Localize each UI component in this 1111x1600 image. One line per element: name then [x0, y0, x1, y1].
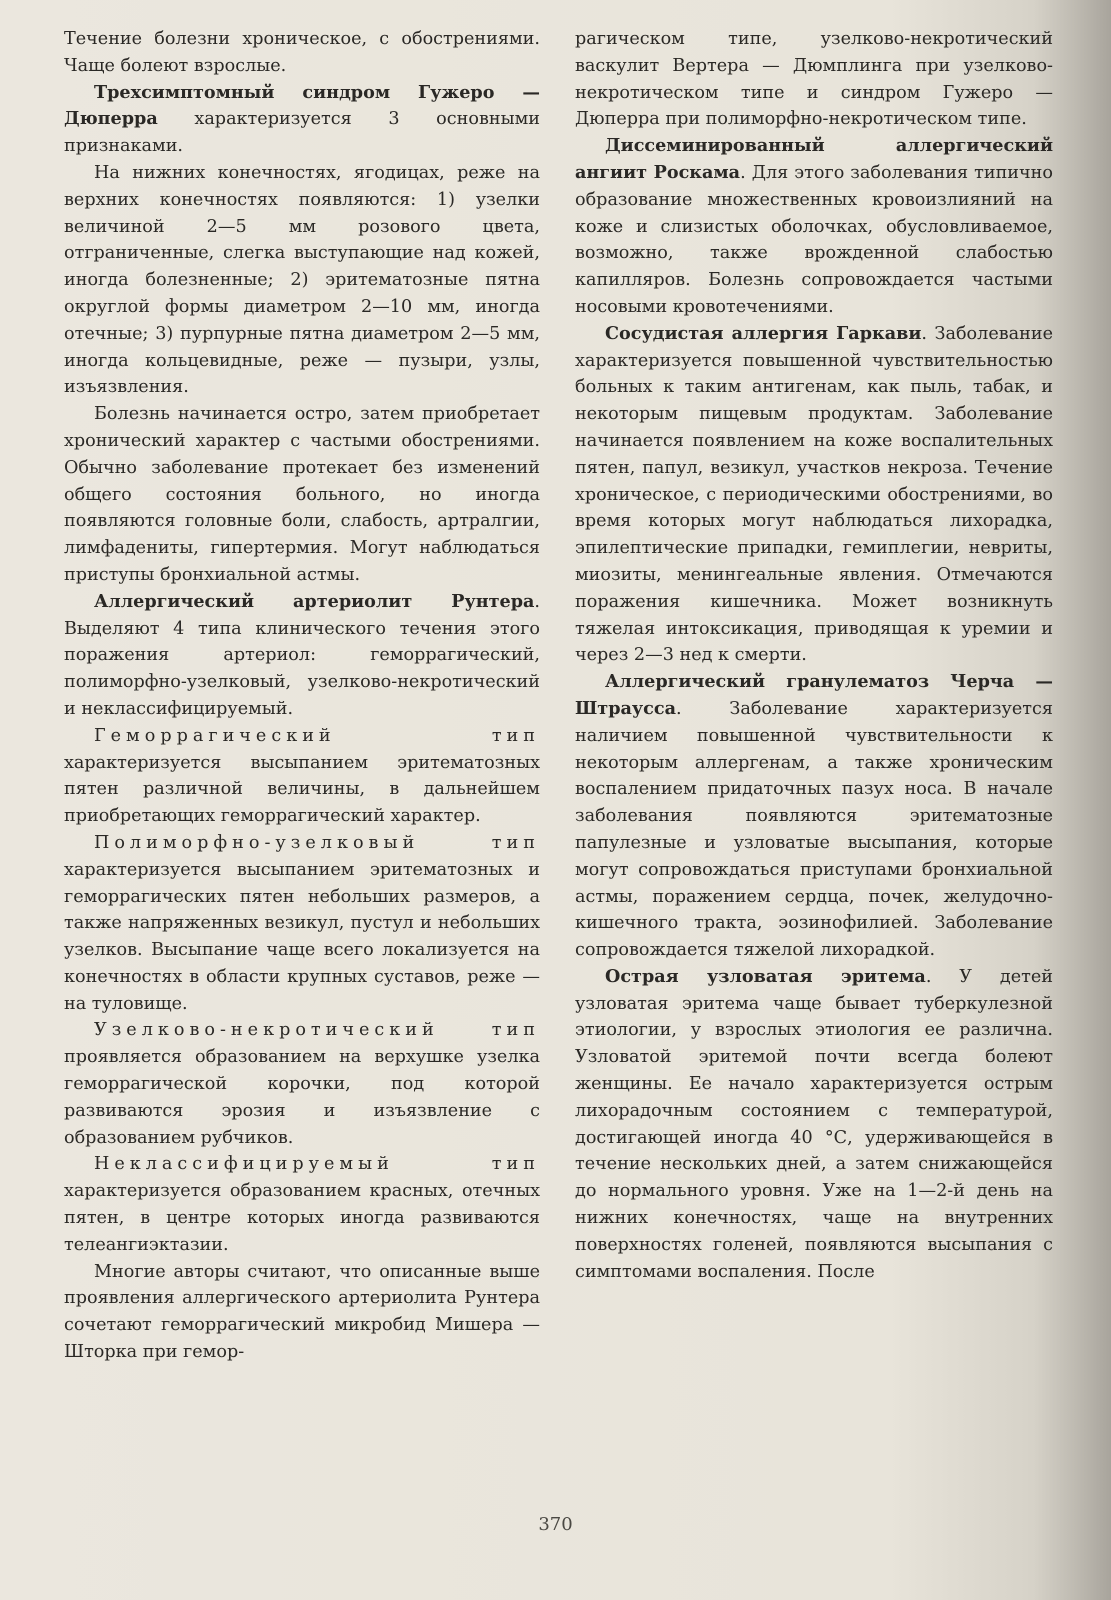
paragraph: На нижних конечностях, ягодицах, реже на верхних конечностях появляются: 1) узелки величиной 2—5 мм розового цвета, отграниченные, слегка выступающие над кожей, иногда болезненные; 2) эритематозные пятна округлой формы диаметром 2—10 мм, иногда отечные; 3) пурпурные пятна диаметром 2—5 мм, иногда кольцевидные, реже — пузыри, узлы, изъязвления. — [64, 162, 540, 398]
paragraph: Острая узловатая эритема. У детей узловатая эритема чаще бывает туберкулезной этиологии, у взрослых этиология ее различна. Узловатой эритемой почти всегда болеют женщины. Ее начало характеризуется острым лихорадочным состоянием с температурой, достигающей иногда 40 °С, удерживающейся в течение нескольких дней, а затем снижающейся до нормального уровня. Уже на 1—2-й день на нижних конечностях, чаще на внутренних поверхностях голеней, появляются высыпания с симптомами воспаления. После — [575, 965, 1053, 1282]
section-title: Острая узловатая эритема — [605, 965, 926, 987]
right-column — [575, 26, 1053, 1285]
paragraph: Многие авторы считают, что описанные выше проявления аллергического артериолита Рунтера сочетают геморрагический микробид Мишера — Шторка при гемор- — [64, 1261, 540, 1363]
paragraph: Геморрагический тип характеризуется высыпанием эритематозных пятен различной величины, в дальнейшем приобретающих геморрагический характер. — [64, 725, 540, 827]
paragraph: Трехсимптомный синдром Гужеро — Дюперра характеризуется 3 основными признаками. — [64, 81, 540, 157]
section-title: Сосудистая аллергия Гаркави — [605, 322, 922, 344]
paragraph: Аллергический артериолит Рунтера. Выделяют 4 типа клинического течения этого поражения артериол: геморрагический, полиморфно-узелковый, узелково-некротический и неклассифицируемый. — [64, 590, 540, 719]
section-title: Аллергический гранулематоз Черча — Штраусса — [575, 671, 1053, 719]
section-title: Аллергический артериолит Рунтера — [94, 590, 535, 612]
paragraph: Аллергический гранулематоз Черча — Штраусса. Заболевание характеризуется наличием повышенной чувствительности к некоторым аллергенам, а также хроническим воспалением придаточных пазух носа. В начале заболевания появляются эритематозные папулезные и узловатые высыпания, которые могут сопровождаться приступами бронхиальной астмы, поражением сердца, почек, желудочно-кишечного тракта, эозинофилией. Заболевание сопровождается тяжелой лихорадкой. — [575, 671, 1053, 961]
paragraph: Узелково-некротический тип проявляется образованием на верхушке узелка геморрагической корочки, под которой развиваются эрозия и изъязвление с образованием рубчиков. — [64, 1020, 540, 1148]
spaced-term: Геморрагический тип — [94, 725, 540, 746]
paragraph: Неклассифицируемый тип характеризуется образованием красных, отечных пятен, в центре которых иногда развиваются телеангиэктазии. — [64, 1154, 540, 1255]
paragraph: Болезнь начинается остро, затем приобретает хронический характер с частыми обострениями. Обычно заболевание протекает без изменений общего состояния больного, но иногда появляются головные боли, слабость, артралгии, лимфадениты, гипертермия. Могут наблюдаться приступы бронхиальной астмы. — [64, 404, 540, 585]
paragraph: Сосудистая аллергия Гаркави. Заболевание характеризуется повышенной чувствительностью больных к таким антигенам, как пыль, табак, и некоторым пищевым продуктам. Заболевание начинается появлением на коже воспалительных пятен, папул, везикул, участков некроза. Течение хроническое, с периодическими обострениями, во время которых могут наблюдаться лихорадка, эпилептические припадки, гемиплегии, невриты, миозиты, менингеальные явления. Отмечаются поражения кишечника. Может возникнуть тяжелая интоксикация, приводящая к уремии и через 2—3 нед к смерти. — [575, 322, 1053, 666]
spaced-term: Неклассифицируемый тип — [94, 1154, 540, 1175]
paragraph: Полиморфно-узелковый тип характеризуется высыпанием эритематозных и геморрагических пятен небольших размеров, а также напряженных везикул, пустул и небольших узелков. Высыпание чаще всего локализуется на конечностях в области крупных суставов, реже — на туловище. — [64, 832, 540, 1014]
spaced-term: Узелково-некротический тип — [94, 1020, 540, 1041]
section-title: Трехсимптомный синдром Гужеро — Дюперра — [64, 81, 540, 130]
paragraph: Течение болезни хроническое, с обострениями. Чаще болеют взрослые. — [64, 29, 540, 76]
paragraph: рагическом типе, узелково-некротический васкулит Вертера — Дюмплинга при узелково-некротическом типе и синдром Гужеро — Дюперра при полиморфно-некротическом типе. — [575, 29, 1053, 130]
page-number: 370 — [538, 1514, 573, 1535]
left-column — [64, 26, 540, 1366]
paragraph: Диссеминированный аллергический ангиит Роскама. Для этого заболевания типично образование множественных кровоизлияний на коже и слизистых оболочках, обусловливаемое, возможно, также врожденной слабостью капилляров. Болезнь сопровождается частыми носовыми кровотечениями. — [575, 135, 1053, 317]
spaced-term: Полиморфно-узелковый тип — [94, 832, 540, 853]
section-title: Диссеминированный аллергический ангиит Роскама — [575, 135, 1053, 183]
